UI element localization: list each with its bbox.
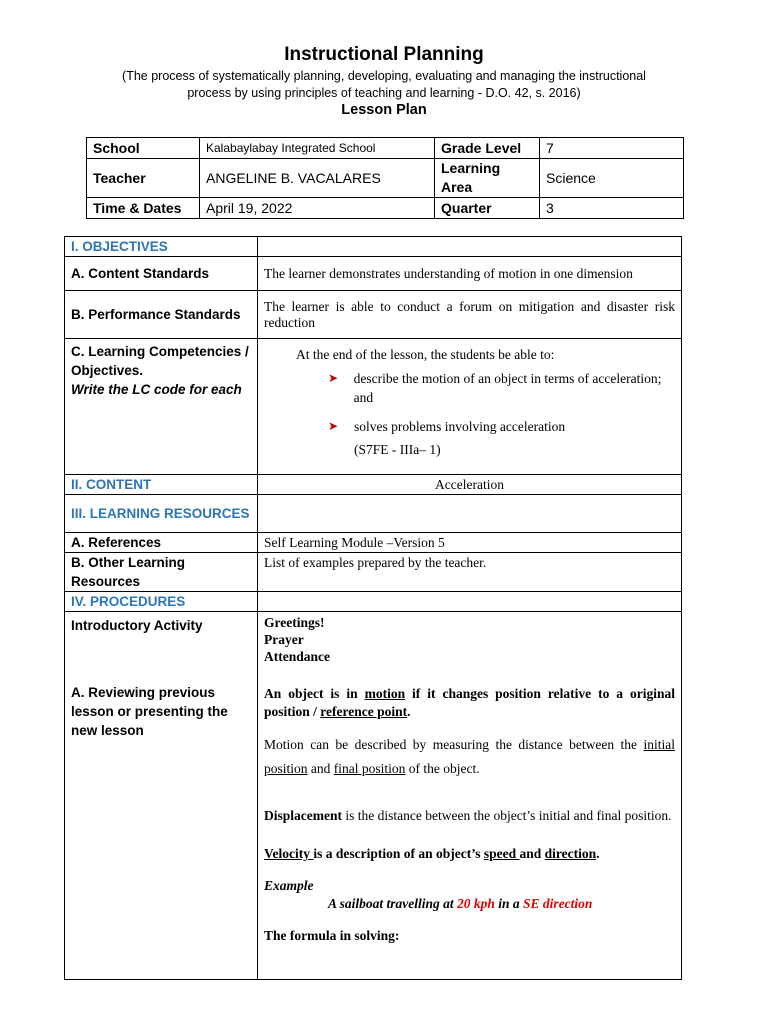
performance-standards-label: B. Performance Standards [65, 291, 258, 339]
motion-text: . [407, 704, 411, 719]
greetings: Greetings! [264, 615, 325, 630]
content-value: Acceleration [258, 475, 682, 495]
velocity-definition [264, 845, 675, 863]
example-part: in a [494, 896, 524, 911]
content-standards-label: A. Content Standards [65, 257, 258, 291]
objectives-heading: I. OBJECTIVES [65, 237, 258, 257]
attendance: Attendance [264, 649, 330, 664]
review-label: A. Reviewing previous lesson or presenting the new lesson [71, 685, 228, 738]
performance-standards-text: The learner is able to conduct a forum on mitigation and disaster risk reduction [258, 291, 682, 339]
intro-activity-label: Introductory Activity [71, 618, 203, 633]
procedures-heading: IV. PROCEDURES [65, 592, 258, 612]
competencies-intro: At the end of the lesson, the students be able to: [296, 347, 555, 362]
competency-text: solves problems involving acceleration [354, 419, 566, 434]
teacher-value: ANGELINE B. VACALARES [200, 159, 435, 198]
area-value: Science [540, 159, 684, 198]
reference-point-term: reference point [320, 704, 408, 719]
desc-text: Motion can be described by measuring the distance between the [264, 737, 644, 752]
velocity-term: Velocity [264, 846, 314, 861]
speed-term: speed [483, 846, 520, 861]
motion-text: An object is in [264, 686, 365, 701]
competencies-content [258, 339, 682, 475]
competencies-note: Write the LC code for each [71, 382, 242, 397]
page-subtitle: (The process of systematically planning, developing, evaluating and managing the instructional process by using principles of teaching and learning - D.O. 42, s. 2016) [122, 69, 646, 100]
example-part: A sailboat travelling at [328, 896, 458, 911]
competencies-label: C. Learning Competencies / Objectives. [71, 344, 249, 378]
displacement-term: Displacement [264, 808, 342, 823]
vel-text: is a description of an object’s [313, 846, 484, 861]
direction-term: direction [544, 846, 597, 861]
formula-heading: The formula in solving: [264, 928, 400, 943]
objectives-empty [258, 237, 682, 257]
time-label: Time & Dates [87, 198, 200, 219]
competency-text: describe the motion of an object in terms of acceleration; and [353, 371, 662, 405]
area-label: Learning Area [435, 159, 540, 198]
competency-item [328, 369, 675, 407]
quarter-value: 3 [540, 198, 684, 219]
school-label: School [87, 138, 200, 159]
example-direction: SE direction [523, 896, 593, 911]
desc-text: and [307, 761, 334, 776]
competency-item [328, 417, 675, 436]
motion-text: if it changes position relative to a original position / [264, 686, 675, 719]
school-value: Kalabaylabay Integrated School [200, 138, 435, 159]
arrow-bullet-icon: ➤ [328, 371, 339, 385]
time-value: April 19, 2022 [200, 198, 435, 219]
references-value: Self Learning Module –Version 5 [258, 533, 682, 553]
motion-description [264, 733, 675, 781]
content-standards-text: The learner demonstrates understanding of motion in one dimension [258, 257, 682, 291]
page-title: Instructional Planning [284, 44, 484, 65]
vel-text: . [596, 846, 600, 861]
arrow-bullet-icon: ➤ [328, 419, 339, 433]
initial-position-term: initial position [264, 737, 675, 776]
resources-heading: III. LEARNING RESOURCES [65, 495, 258, 533]
lc-code: (S7FE - IIIa– 1) [354, 442, 441, 457]
other-resources-value: List of examples prepared by the teacher. [258, 553, 682, 592]
example-speed: 20 kph [457, 896, 495, 911]
disp-text: is the distance between the object’s initial and final position. [342, 808, 672, 823]
grade-label: Grade Level [435, 138, 540, 159]
desc-text: of the object. [405, 761, 480, 776]
motion-term: motion [364, 686, 406, 701]
vel-text: and [519, 846, 545, 861]
procedures-content [258, 612, 682, 980]
procedures-empty [258, 592, 682, 612]
prayer: Prayer [264, 632, 304, 647]
other-resources-label: B. Other Learning Resources [65, 553, 258, 592]
grade-value: 7 [540, 138, 684, 159]
info-table [86, 137, 684, 219]
references-label: A. References [65, 533, 258, 553]
procedures-label-cell [65, 612, 258, 980]
final-position-term: final position [333, 761, 406, 776]
example-label: Example [264, 878, 314, 893]
motion-definition [264, 685, 675, 721]
quarter-label: Quarter [435, 198, 540, 219]
example-text [328, 895, 675, 913]
competencies-cell [65, 339, 258, 475]
resources-empty [258, 495, 682, 533]
teacher-label: Teacher [87, 159, 200, 198]
lesson-heading: Lesson Plan [341, 102, 427, 118]
displacement-definition [264, 803, 675, 829]
content-heading: II. CONTENT [65, 475, 258, 495]
lesson-plan-table [64, 236, 682, 980]
